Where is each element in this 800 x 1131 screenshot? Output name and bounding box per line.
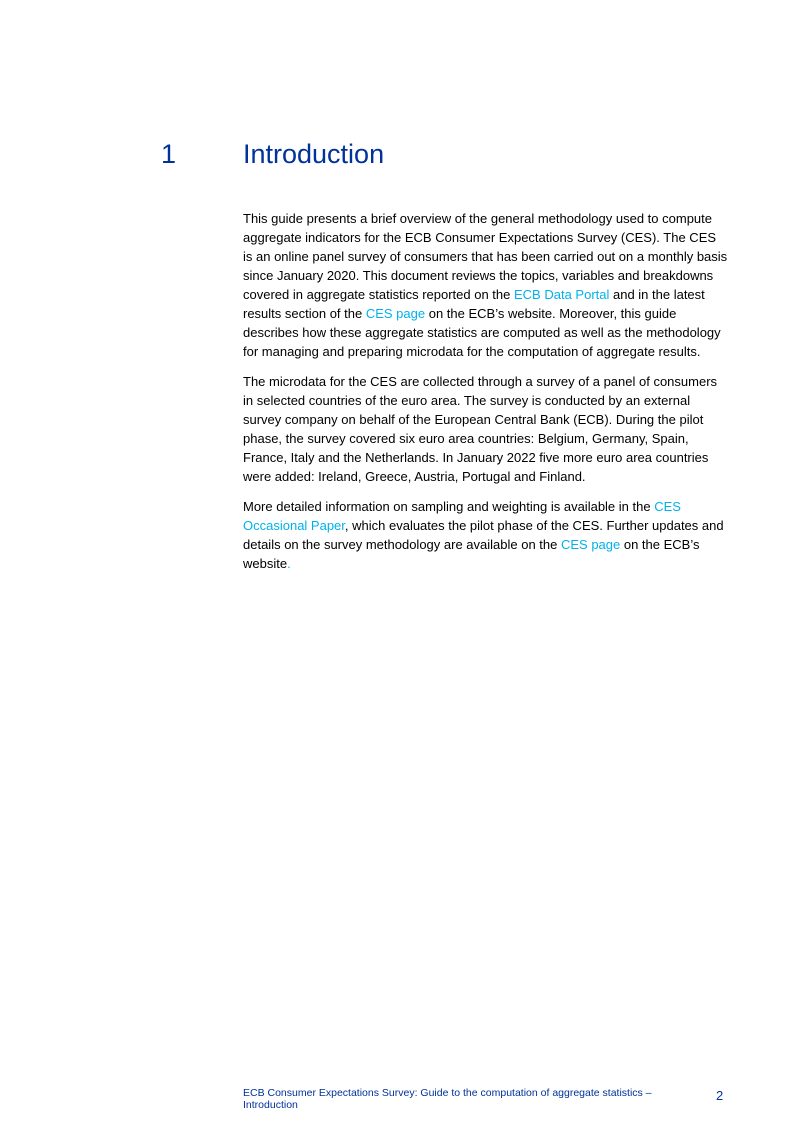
section-title: Introduction xyxy=(243,139,385,169)
paragraph-1-text-c: on the ECB’s website. Moreover, this guide describes how these aggregate statistics are computed as well as the methodology for managing and preparing microdata for the computation of aggregate results. xyxy=(243,306,721,359)
ces-page-link[interactable]: CES page xyxy=(365,306,426,321)
paragraph-2: The microdata for the CES are collected through a survey of a panel of consumers in selected countries of the euro area. The survey is conducted by an external survey company on behalf of the European Central Bank (ECB). During the pilot phase, the survey covered six euro area countries: Belgium, Germany, Spain, France, Italy and the Netherlands. In January 2022 five more euro area countries were added: Ireland, Greece, Austria, Portugal and Finland. xyxy=(243,374,718,484)
ces-page-link-2[interactable]: CES page xyxy=(560,537,621,552)
ecb-data-portal-link[interactable]: ECB Data Portal xyxy=(514,287,610,302)
ces-occasional-paper-link[interactable]: CES Occasional Paper xyxy=(243,499,681,533)
paragraph-3-text-a: More detailed information on sampling and weighting is available in the xyxy=(243,499,655,514)
paragraph-3 xyxy=(243,497,728,573)
paragraph-3-period: . xyxy=(287,556,291,571)
section-number: 1 xyxy=(161,139,177,169)
paragraph-1-text-a: This guide presents a brief overview of the general methodology used to compute aggregate indicators for the ECB Consumer Expectations Survey (CES). The CES is an online panel survey of consumers that has been carried out on a monthly basis since January 2020. This document reviews the topics, variables and breakdowns covered in aggregate statistics reported on the xyxy=(243,211,728,302)
footer-title: ECB Consumer Expectations Survey: Guide to the computation of aggregate statistics – Introduction xyxy=(243,1087,652,1111)
page-number: 2 xyxy=(716,1088,724,1103)
paragraph-3-text-b: , which evaluates the pilot phase of the CES. Further updates and details on the survey methodology are available on the xyxy=(243,518,724,552)
paragraph-3-text-c: on the ECB’s website xyxy=(243,537,700,571)
body-text xyxy=(243,209,728,584)
paragraph-1-text-b: and in the latest results section of the xyxy=(243,287,705,321)
paragraph-1 xyxy=(243,209,728,361)
